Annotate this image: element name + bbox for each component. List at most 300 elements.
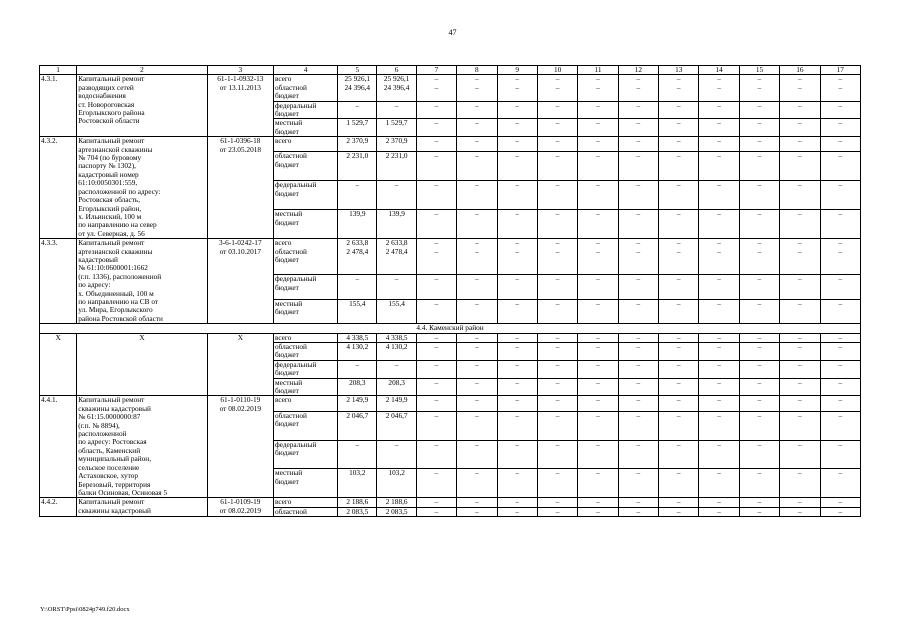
dash-mark: – bbox=[555, 101, 560, 110]
dash-mark: – bbox=[798, 497, 802, 507]
empty-value-16 bbox=[780, 507, 820, 516]
empty-value-17 bbox=[820, 75, 860, 101]
empty-value-8 bbox=[457, 396, 497, 411]
amount-total bbox=[338, 343, 377, 361]
dash-mark: – bbox=[475, 342, 479, 351]
empty-value-10 bbox=[537, 343, 577, 361]
cell-line: от 23.05.2018 bbox=[219, 144, 262, 154]
dash-mark: – bbox=[838, 74, 843, 84]
dash-mark: – bbox=[515, 82, 520, 92]
cell-line: 139,9 bbox=[349, 209, 366, 219]
empty-value-16 bbox=[780, 210, 820, 239]
dash-mark: – bbox=[555, 507, 560, 516]
dash-mark: – bbox=[798, 74, 802, 84]
empty-value-17 bbox=[820, 152, 860, 181]
item-number-text: 4.4.1. bbox=[41, 395, 58, 405]
empty-value-14 bbox=[699, 137, 739, 152]
dash-mark: – bbox=[717, 238, 721, 248]
dash-mark: – bbox=[515, 468, 520, 478]
empty-value-7 bbox=[416, 411, 456, 440]
column-number-2: 2 bbox=[77, 66, 207, 75]
cell-line: водоснабжения bbox=[78, 91, 126, 101]
dash-mark: – bbox=[515, 209, 520, 219]
dash-mark: – bbox=[717, 151, 721, 161]
empty-value-9 bbox=[497, 498, 537, 507]
dash-mark: – bbox=[596, 497, 600, 507]
dash-mark: – bbox=[515, 507, 520, 516]
empty-value-8 bbox=[457, 507, 497, 516]
dash-mark: – bbox=[757, 507, 762, 516]
amount-year bbox=[377, 239, 416, 275]
item-document bbox=[207, 396, 273, 498]
dash-mark: – bbox=[757, 151, 762, 161]
dash-mark: – bbox=[475, 468, 479, 478]
cell-line: 2 370,9 bbox=[346, 136, 369, 146]
item-name bbox=[77, 498, 207, 517]
dash-mark: – bbox=[717, 82, 721, 92]
dash-mark: – bbox=[676, 82, 681, 92]
cell-line: 2 083,5 bbox=[346, 507, 369, 516]
amount-total bbox=[338, 75, 377, 101]
empty-value-16 bbox=[780, 299, 820, 324]
empty-value-12 bbox=[618, 498, 658, 507]
cell-line: Ростовская область, bbox=[78, 195, 141, 205]
empty-value-9 bbox=[497, 210, 537, 239]
empty-value-15 bbox=[739, 378, 779, 396]
dash-mark: – bbox=[636, 101, 641, 110]
dash-mark: – bbox=[838, 378, 843, 387]
empty-value-12 bbox=[618, 378, 658, 396]
dash-mark: – bbox=[717, 118, 721, 128]
cell-line: Капитальный ремонт bbox=[78, 497, 145, 507]
cell-line: областной bbox=[274, 507, 307, 516]
empty-value-7 bbox=[416, 333, 456, 342]
funding-source bbox=[273, 498, 337, 507]
cell-line: района Ростовской области bbox=[78, 313, 163, 323]
dash-mark: – bbox=[434, 274, 439, 284]
amount-year bbox=[377, 360, 416, 378]
dash-mark: – bbox=[717, 360, 721, 369]
cell-line: федеральный bbox=[274, 440, 317, 449]
dash-mark: – bbox=[475, 238, 479, 248]
empty-value-16 bbox=[780, 152, 820, 181]
amount-year bbox=[377, 75, 416, 101]
dash-mark: – bbox=[555, 440, 560, 449]
empty-value-13 bbox=[659, 440, 699, 469]
empty-value-13 bbox=[659, 299, 699, 324]
cell-line: 2 083,5 bbox=[385, 507, 408, 516]
cell-line: Ростовской области bbox=[78, 116, 140, 126]
dash-mark: – bbox=[838, 360, 843, 369]
dash-mark: – bbox=[434, 497, 439, 507]
dash-mark: – bbox=[838, 342, 843, 351]
funding-source bbox=[273, 333, 337, 342]
cell-line: 25 926,1 bbox=[383, 74, 410, 84]
empty-value-9 bbox=[497, 396, 537, 411]
empty-value-10 bbox=[537, 275, 577, 300]
empty-value-11 bbox=[578, 275, 618, 300]
dash-mark: – bbox=[596, 74, 600, 84]
empty-value-11 bbox=[578, 119, 618, 137]
empty-value-16 bbox=[780, 239, 820, 275]
dash-mark: – bbox=[798, 151, 802, 161]
dash-mark: – bbox=[676, 246, 681, 256]
empty-value-16 bbox=[780, 333, 820, 342]
empty-value-16 bbox=[780, 275, 820, 300]
dash-mark: – bbox=[757, 342, 762, 351]
cell-line: – bbox=[394, 360, 399, 369]
cell-line: 2 633,8 bbox=[346, 238, 369, 248]
cell-line: 208,3 bbox=[388, 378, 405, 387]
dash-mark: – bbox=[475, 136, 479, 146]
dash-mark: – bbox=[555, 497, 560, 507]
item-name bbox=[77, 75, 207, 137]
empty-value-10 bbox=[537, 507, 577, 516]
amount-year bbox=[377, 411, 416, 440]
dash-mark: – bbox=[596, 342, 600, 351]
column-number-10: 10 bbox=[537, 66, 577, 75]
empty-value-9 bbox=[497, 378, 537, 396]
empty-value-13 bbox=[659, 101, 699, 119]
empty-value-15 bbox=[739, 137, 779, 152]
cell-line: бюджет bbox=[274, 476, 299, 486]
empty-value-12 bbox=[618, 275, 658, 300]
empty-value-13 bbox=[659, 210, 699, 239]
item-document bbox=[207, 239, 273, 324]
dash-mark: – bbox=[515, 342, 520, 351]
empty-value-8 bbox=[457, 210, 497, 239]
dash-mark: – bbox=[434, 395, 439, 405]
empty-value-15 bbox=[739, 152, 779, 181]
amount-year bbox=[377, 101, 416, 119]
dash-mark: – bbox=[757, 118, 762, 128]
dash-mark: – bbox=[798, 395, 802, 405]
dash-mark: – bbox=[798, 299, 802, 308]
dash-mark: – bbox=[838, 151, 843, 161]
empty-value-12 bbox=[618, 333, 658, 342]
cell-line: 208,3 bbox=[349, 378, 366, 387]
cell-line: Капитальный ремонт bbox=[78, 136, 145, 146]
empty-value-17 bbox=[820, 440, 860, 469]
empty-value-13 bbox=[659, 333, 699, 342]
empty-value-11 bbox=[578, 469, 618, 498]
dash-mark: – bbox=[636, 342, 641, 351]
item-document bbox=[207, 498, 273, 517]
cell-line: 2 188,6 bbox=[346, 497, 369, 507]
page-number: 47 bbox=[448, 28, 457, 37]
dash-mark: – bbox=[676, 118, 681, 128]
dash-mark: – bbox=[636, 118, 641, 128]
dash-mark: – bbox=[596, 468, 600, 478]
empty-value-10 bbox=[537, 119, 577, 137]
dash-mark: – bbox=[838, 274, 843, 284]
empty-value-14 bbox=[699, 299, 739, 324]
empty-value-8 bbox=[457, 469, 497, 498]
dash-mark: – bbox=[676, 395, 681, 405]
amount-total bbox=[338, 101, 377, 119]
empty-value-14 bbox=[699, 239, 739, 275]
cell-line: Егорлыкский район, bbox=[78, 203, 142, 213]
empty-value-9 bbox=[497, 469, 537, 498]
dash-mark: – bbox=[676, 507, 681, 516]
empty-value-9 bbox=[497, 119, 537, 137]
dash-mark: – bbox=[636, 378, 641, 387]
amount-total bbox=[338, 396, 377, 411]
column-number-16: 16 bbox=[780, 66, 820, 75]
empty-value-9 bbox=[497, 343, 537, 361]
dash-mark: – bbox=[475, 395, 479, 405]
cell-line: 2 149,9 bbox=[346, 395, 369, 405]
table-row bbox=[40, 396, 861, 411]
cell-line: – bbox=[355, 101, 360, 110]
item-number bbox=[40, 137, 77, 239]
empty-value-9 bbox=[497, 137, 537, 152]
dash-mark: – bbox=[636, 209, 641, 219]
empty-value-10 bbox=[537, 75, 577, 101]
dash-mark: – bbox=[636, 411, 641, 420]
empty-value-8 bbox=[457, 181, 497, 210]
dash-mark: – bbox=[475, 299, 479, 308]
amount-total bbox=[338, 378, 377, 396]
dash-mark: – bbox=[798, 82, 802, 92]
empty-value-7 bbox=[416, 75, 456, 101]
cell-line: паспорту № 1302), bbox=[78, 161, 136, 171]
dash-mark: – bbox=[434, 360, 439, 369]
dash-mark: – bbox=[434, 440, 439, 449]
dash-mark: – bbox=[636, 151, 641, 161]
dash-mark: – bbox=[757, 246, 762, 256]
dash-mark: – bbox=[798, 440, 802, 449]
empty-value-9 bbox=[497, 360, 537, 378]
dash-mark: – bbox=[475, 507, 479, 516]
empty-value-12 bbox=[618, 181, 658, 210]
empty-value-10 bbox=[537, 137, 577, 152]
amount-total bbox=[338, 333, 377, 342]
item-document bbox=[207, 137, 273, 239]
table-row bbox=[40, 333, 861, 342]
amount-total bbox=[338, 152, 377, 181]
amount-total bbox=[338, 299, 377, 324]
amount-year bbox=[377, 119, 416, 137]
dash-mark: – bbox=[434, 82, 439, 92]
dash-mark: – bbox=[596, 274, 600, 284]
dash-mark: – bbox=[717, 395, 721, 405]
cell-line: 1 529,7 bbox=[385, 118, 408, 128]
empty-value-10 bbox=[537, 101, 577, 119]
column-number-15: 15 bbox=[739, 66, 779, 75]
dash-mark: – bbox=[515, 440, 520, 449]
empty-value-7 bbox=[416, 396, 456, 411]
cell-line: 155,4 bbox=[388, 299, 405, 308]
dash-mark: – bbox=[757, 411, 762, 420]
empty-value-17 bbox=[820, 101, 860, 119]
empty-value-14 bbox=[699, 396, 739, 411]
dash-mark: – bbox=[555, 246, 560, 256]
dash-mark: – bbox=[757, 440, 762, 449]
dash-mark: – bbox=[757, 299, 762, 308]
empty-value-14 bbox=[699, 181, 739, 210]
cell-line: расположенной bbox=[78, 429, 127, 439]
empty-value-10 bbox=[537, 469, 577, 498]
empty-value-11 bbox=[578, 75, 618, 101]
cell-line: 2 633,8 bbox=[385, 238, 408, 248]
dash-mark: – bbox=[676, 468, 681, 478]
column-number-5: 5 bbox=[338, 66, 377, 75]
cell-line: артезианской скважины bbox=[78, 246, 153, 256]
dash-mark: – bbox=[676, 209, 681, 219]
empty-value-10 bbox=[537, 299, 577, 324]
cell-line: бюджет bbox=[274, 419, 299, 429]
empty-value-11 bbox=[578, 181, 618, 210]
empty-value-14 bbox=[699, 378, 739, 396]
empty-value-15 bbox=[739, 181, 779, 210]
dash-mark: – bbox=[434, 299, 439, 308]
dash-mark: – bbox=[555, 209, 560, 219]
dash-mark: – bbox=[676, 274, 681, 284]
dash-mark: – bbox=[798, 468, 802, 478]
dash-mark: – bbox=[515, 395, 520, 405]
cell-line: 155,4 bbox=[349, 299, 366, 308]
empty-value-12 bbox=[618, 239, 658, 275]
cell-line: федеральный bbox=[274, 274, 317, 284]
dash-mark: – bbox=[717, 209, 721, 219]
cell-line: всего bbox=[274, 333, 292, 342]
dash-mark: – bbox=[636, 395, 641, 405]
item-name bbox=[77, 396, 207, 498]
amount-total bbox=[338, 507, 377, 516]
empty-value-9 bbox=[497, 275, 537, 300]
empty-value-12 bbox=[618, 440, 658, 469]
cell-line: артезианской скважины bbox=[78, 144, 153, 154]
dash-mark: – bbox=[555, 333, 560, 342]
amount-year bbox=[377, 498, 416, 507]
empty-value-11 bbox=[578, 299, 618, 324]
empty-value-10 bbox=[537, 378, 577, 396]
dash-mark: – bbox=[717, 507, 721, 516]
cell-line: 1 529,7 bbox=[346, 118, 369, 128]
empty-value-8 bbox=[457, 75, 497, 101]
dash-mark: – bbox=[838, 209, 843, 219]
empty-value-13 bbox=[659, 396, 699, 411]
cell-line: 103,2 bbox=[388, 468, 405, 478]
funding-source bbox=[273, 137, 337, 152]
cell-line: федеральный bbox=[274, 180, 317, 190]
empty-value-11 bbox=[578, 137, 618, 152]
cell-line: всего bbox=[274, 74, 292, 84]
dash-mark: – bbox=[676, 378, 681, 387]
cell-line: скважины кадастровый bbox=[78, 505, 151, 515]
empty-value-8 bbox=[457, 360, 497, 378]
empty-value-15 bbox=[739, 75, 779, 101]
empty-value-13 bbox=[659, 343, 699, 361]
dash-mark: – bbox=[636, 497, 641, 507]
empty-value-16 bbox=[780, 378, 820, 396]
dash-mark: – bbox=[798, 101, 802, 110]
empty-value-12 bbox=[618, 210, 658, 239]
dash-mark: – bbox=[515, 101, 520, 110]
dash-mark: – bbox=[555, 299, 560, 308]
funding-source bbox=[273, 119, 337, 137]
dash-mark: – bbox=[636, 274, 641, 284]
dash-mark: – bbox=[676, 333, 681, 342]
cell-line: кадастровый bbox=[78, 254, 118, 264]
empty-value-8 bbox=[457, 152, 497, 181]
empty-value-13 bbox=[659, 378, 699, 396]
dash-mark: – bbox=[596, 101, 600, 110]
empty-value-7 bbox=[416, 378, 456, 396]
table-row bbox=[40, 137, 861, 152]
empty-value-15 bbox=[739, 440, 779, 469]
dash-mark: – bbox=[475, 497, 479, 507]
empty-value-7 bbox=[416, 299, 456, 324]
funding-source bbox=[273, 507, 337, 516]
empty-value-10 bbox=[537, 440, 577, 469]
cell-line: 3-6-1-0242-17 bbox=[219, 238, 262, 248]
empty-value-14 bbox=[699, 275, 739, 300]
dash-mark: – bbox=[555, 274, 560, 284]
empty-value-9 bbox=[497, 181, 537, 210]
cell-line: по направлению на СВ от bbox=[78, 296, 159, 306]
dash-mark: – bbox=[717, 74, 721, 84]
dash-mark: – bbox=[838, 440, 843, 449]
funding-source bbox=[273, 378, 337, 396]
dash-mark: – bbox=[596, 118, 600, 128]
empty-value-15 bbox=[739, 210, 779, 239]
section-row bbox=[40, 324, 861, 333]
empty-value-11 bbox=[578, 378, 618, 396]
empty-value-17 bbox=[820, 299, 860, 324]
dash-mark: – bbox=[757, 497, 762, 507]
dash-mark: – bbox=[515, 299, 520, 308]
empty-value-11 bbox=[578, 343, 618, 361]
empty-value-14 bbox=[699, 75, 739, 101]
empty-value-7 bbox=[416, 181, 456, 210]
cell-line: Капитальный ремонт bbox=[78, 74, 145, 84]
dash-mark: – bbox=[434, 118, 439, 128]
dash-mark: – bbox=[798, 118, 802, 128]
funding-source bbox=[273, 360, 337, 378]
cell-line: местный bbox=[274, 299, 303, 308]
dash-mark: – bbox=[717, 333, 721, 342]
dash-mark: – bbox=[757, 180, 762, 190]
item-number bbox=[40, 498, 77, 517]
cell-line: местный bbox=[274, 378, 303, 387]
empty-value-7 bbox=[416, 498, 456, 507]
column-number-13: 13 bbox=[659, 66, 699, 75]
dash-mark: – bbox=[596, 360, 600, 369]
empty-value-7 bbox=[416, 343, 456, 361]
column-number-17: 17 bbox=[820, 66, 860, 75]
empty-value-7 bbox=[416, 119, 456, 137]
cell-line: 4 130,2 bbox=[385, 342, 408, 351]
empty-value-14 bbox=[699, 333, 739, 342]
funding-source bbox=[273, 181, 337, 210]
dash-mark: – bbox=[515, 360, 520, 369]
dash-mark: – bbox=[555, 468, 560, 478]
dash-mark: – bbox=[434, 136, 439, 146]
amount-year bbox=[377, 396, 416, 411]
dash-mark: – bbox=[838, 411, 843, 420]
cell-line: 2 231,0 bbox=[385, 151, 408, 161]
cell-line: от 08.02.2019 bbox=[219, 403, 262, 413]
dash-mark: – bbox=[555, 378, 560, 387]
empty-value-8 bbox=[457, 119, 497, 137]
cell-line: федеральный bbox=[274, 101, 317, 110]
empty-value-17 bbox=[820, 181, 860, 210]
amount-total bbox=[338, 469, 377, 498]
dash-mark: – bbox=[434, 333, 439, 342]
dash-mark: – bbox=[555, 151, 560, 161]
